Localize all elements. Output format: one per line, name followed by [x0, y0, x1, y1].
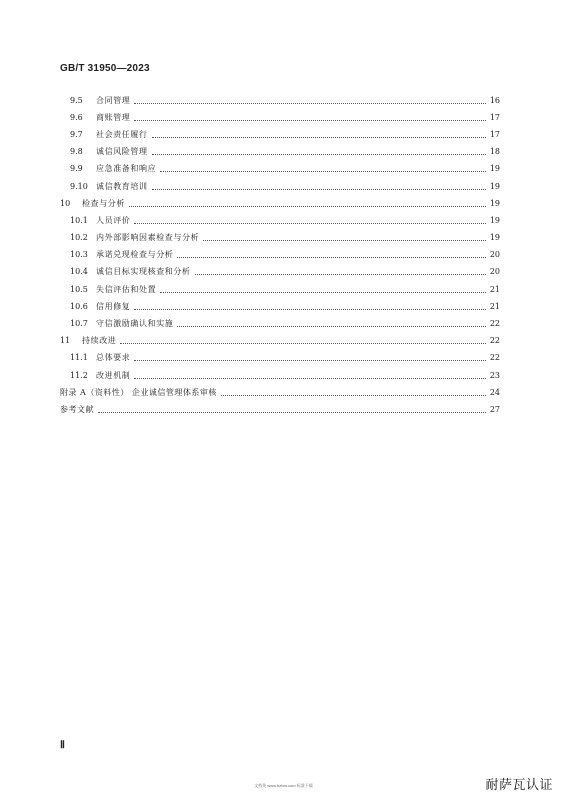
toc-entry[interactable]	[60, 401, 500, 418]
toc-entry[interactable]	[60, 126, 500, 143]
toc-entry-page: 20	[489, 250, 500, 260]
toc-entry[interactable]	[60, 212, 500, 229]
toc-entry-page: 22	[489, 319, 500, 329]
toc-entry[interactable]	[60, 350, 500, 367]
toc-entry[interactable]	[60, 315, 500, 332]
toc-dot-leader	[134, 359, 485, 361]
toc-entry[interactable]	[60, 109, 500, 126]
toc-entry-number: 10.5	[70, 284, 88, 294]
toc-entry[interactable]	[60, 195, 500, 212]
toc-entry[interactable]	[60, 264, 500, 281]
toc-entry-number: 11.2	[70, 370, 88, 380]
toc-entry-page: 19	[489, 198, 500, 208]
toc-entry-number: 10.6	[70, 301, 88, 311]
toc-entry[interactable]	[60, 247, 500, 264]
toc-entry-title: 附录 A（资料性） 企业诚信管理体系审核	[60, 387, 217, 397]
toc-entry[interactable]	[60, 281, 500, 298]
toc-entry-title: 人员评价	[96, 215, 131, 225]
toc-entry-number: 9.5	[70, 95, 83, 105]
toc-entry[interactable]	[60, 161, 500, 178]
toc-entry-title: 承诺兑现检查与分析	[96, 250, 174, 260]
toc-entry-page: 21	[489, 284, 500, 294]
toc-entry-page: 19	[489, 164, 500, 174]
toc-entry-title: 诚信目标实现核查和分析	[96, 267, 191, 277]
toc-entry-title: 失信评估和处置	[96, 284, 157, 294]
standard-code-header: GB/T 31950—2023	[60, 63, 150, 74]
table-of-contents	[60, 92, 500, 419]
toc-dot-leader	[134, 119, 485, 121]
toc-entry-page: 23	[489, 370, 500, 380]
toc-entry-title: 总体要求	[96, 353, 131, 363]
toc-entry-title: 诚信风险管理	[96, 147, 148, 157]
toc-dot-leader	[152, 136, 486, 138]
toc-entry-page: 18	[489, 147, 500, 157]
toc-entry-title: 社会责任履行	[96, 129, 148, 139]
toc-entry-number: 10.3	[70, 250, 88, 260]
toc-dot-leader	[152, 188, 486, 190]
toc-entry-title: 改进机制	[96, 370, 131, 380]
toc-dot-leader	[134, 308, 485, 310]
toc-dot-leader	[129, 205, 486, 207]
toc-entry[interactable]	[60, 367, 500, 384]
toc-entry-page: 22	[489, 336, 500, 346]
toc-entry-title: 参考文献	[60, 404, 94, 414]
toc-dot-leader	[221, 394, 486, 396]
toc-dot-leader	[134, 377, 485, 379]
toc-entry-page: 21	[489, 301, 500, 311]
toc-entry-title: 守信激励确认和实施	[96, 319, 174, 329]
toc-entry-page: 17	[489, 129, 500, 139]
toc-entry-number: 9.8	[70, 147, 83, 157]
toc-entry-number: 10.2	[70, 233, 88, 243]
toc-entry-page: 16	[489, 95, 500, 105]
toc-entry-page: 19	[489, 181, 500, 191]
toc-dot-leader	[203, 239, 486, 241]
toc-dot-leader	[152, 153, 486, 155]
toc-dot-leader	[177, 325, 485, 327]
toc-dot-leader	[134, 102, 485, 104]
toc-entry-title: 诚信教育培训	[96, 181, 148, 191]
toc-entry[interactable]	[60, 384, 500, 401]
toc-entry[interactable]	[60, 333, 500, 350]
toc-entry-title: 内外部影响因素检查与分析	[96, 233, 200, 243]
toc-entry-title: 商账管理	[96, 112, 131, 122]
toc-entry-number: 10	[60, 198, 71, 208]
toc-entry[interactable]	[60, 178, 500, 195]
toc-entry-title: 检查与分析	[82, 198, 125, 208]
toc-entry-number: 9.7	[70, 129, 83, 139]
toc-entry-number: 10.1	[70, 215, 88, 225]
watermark-text: 耐萨瓦认证	[485, 778, 553, 793]
toc-dot-leader	[160, 291, 486, 293]
page-number: Ⅱ	[60, 740, 65, 751]
toc-dot-leader	[98, 411, 486, 413]
toc-entry-number: 10.7	[70, 319, 88, 329]
toc-entry-number: 9.9	[70, 164, 83, 174]
toc-entry-number: 9.10	[70, 181, 88, 191]
toc-dot-leader	[177, 256, 485, 258]
toc-entry[interactable]	[60, 230, 500, 247]
toc-entry-title: 信用修复	[96, 301, 131, 311]
toc-entry-title: 合同管理	[96, 95, 131, 105]
toc-entry-number: 11.1	[70, 353, 88, 363]
toc-entry-page: 20	[489, 267, 500, 277]
toc-entry-page: 24	[489, 387, 500, 397]
toc-dot-leader	[195, 273, 486, 275]
toc-entry-number: 10.4	[70, 267, 88, 277]
toc-dot-leader	[160, 170, 486, 172]
toc-dot-leader	[134, 222, 485, 224]
toc-entry-title: 持续改进	[82, 336, 117, 346]
toc-entry-page: 19	[489, 215, 500, 225]
toc-entry-number: 11	[60, 336, 71, 346]
toc-entry[interactable]	[60, 298, 500, 315]
toc-entry-page: 19	[489, 233, 500, 243]
toc-entry-page: 17	[489, 112, 500, 122]
footer-note: 文档免 www.bzfxw.com 标准下载	[254, 783, 313, 788]
toc-entry-page: 22	[489, 353, 500, 363]
toc-entry-number: 9.6	[70, 112, 83, 122]
toc-entry-page: 27	[489, 404, 500, 414]
toc-entry-title: 应急准备和响应	[96, 164, 157, 174]
toc-entry[interactable]	[60, 92, 500, 109]
toc-dot-leader	[120, 342, 485, 344]
toc-entry[interactable]	[60, 144, 500, 161]
